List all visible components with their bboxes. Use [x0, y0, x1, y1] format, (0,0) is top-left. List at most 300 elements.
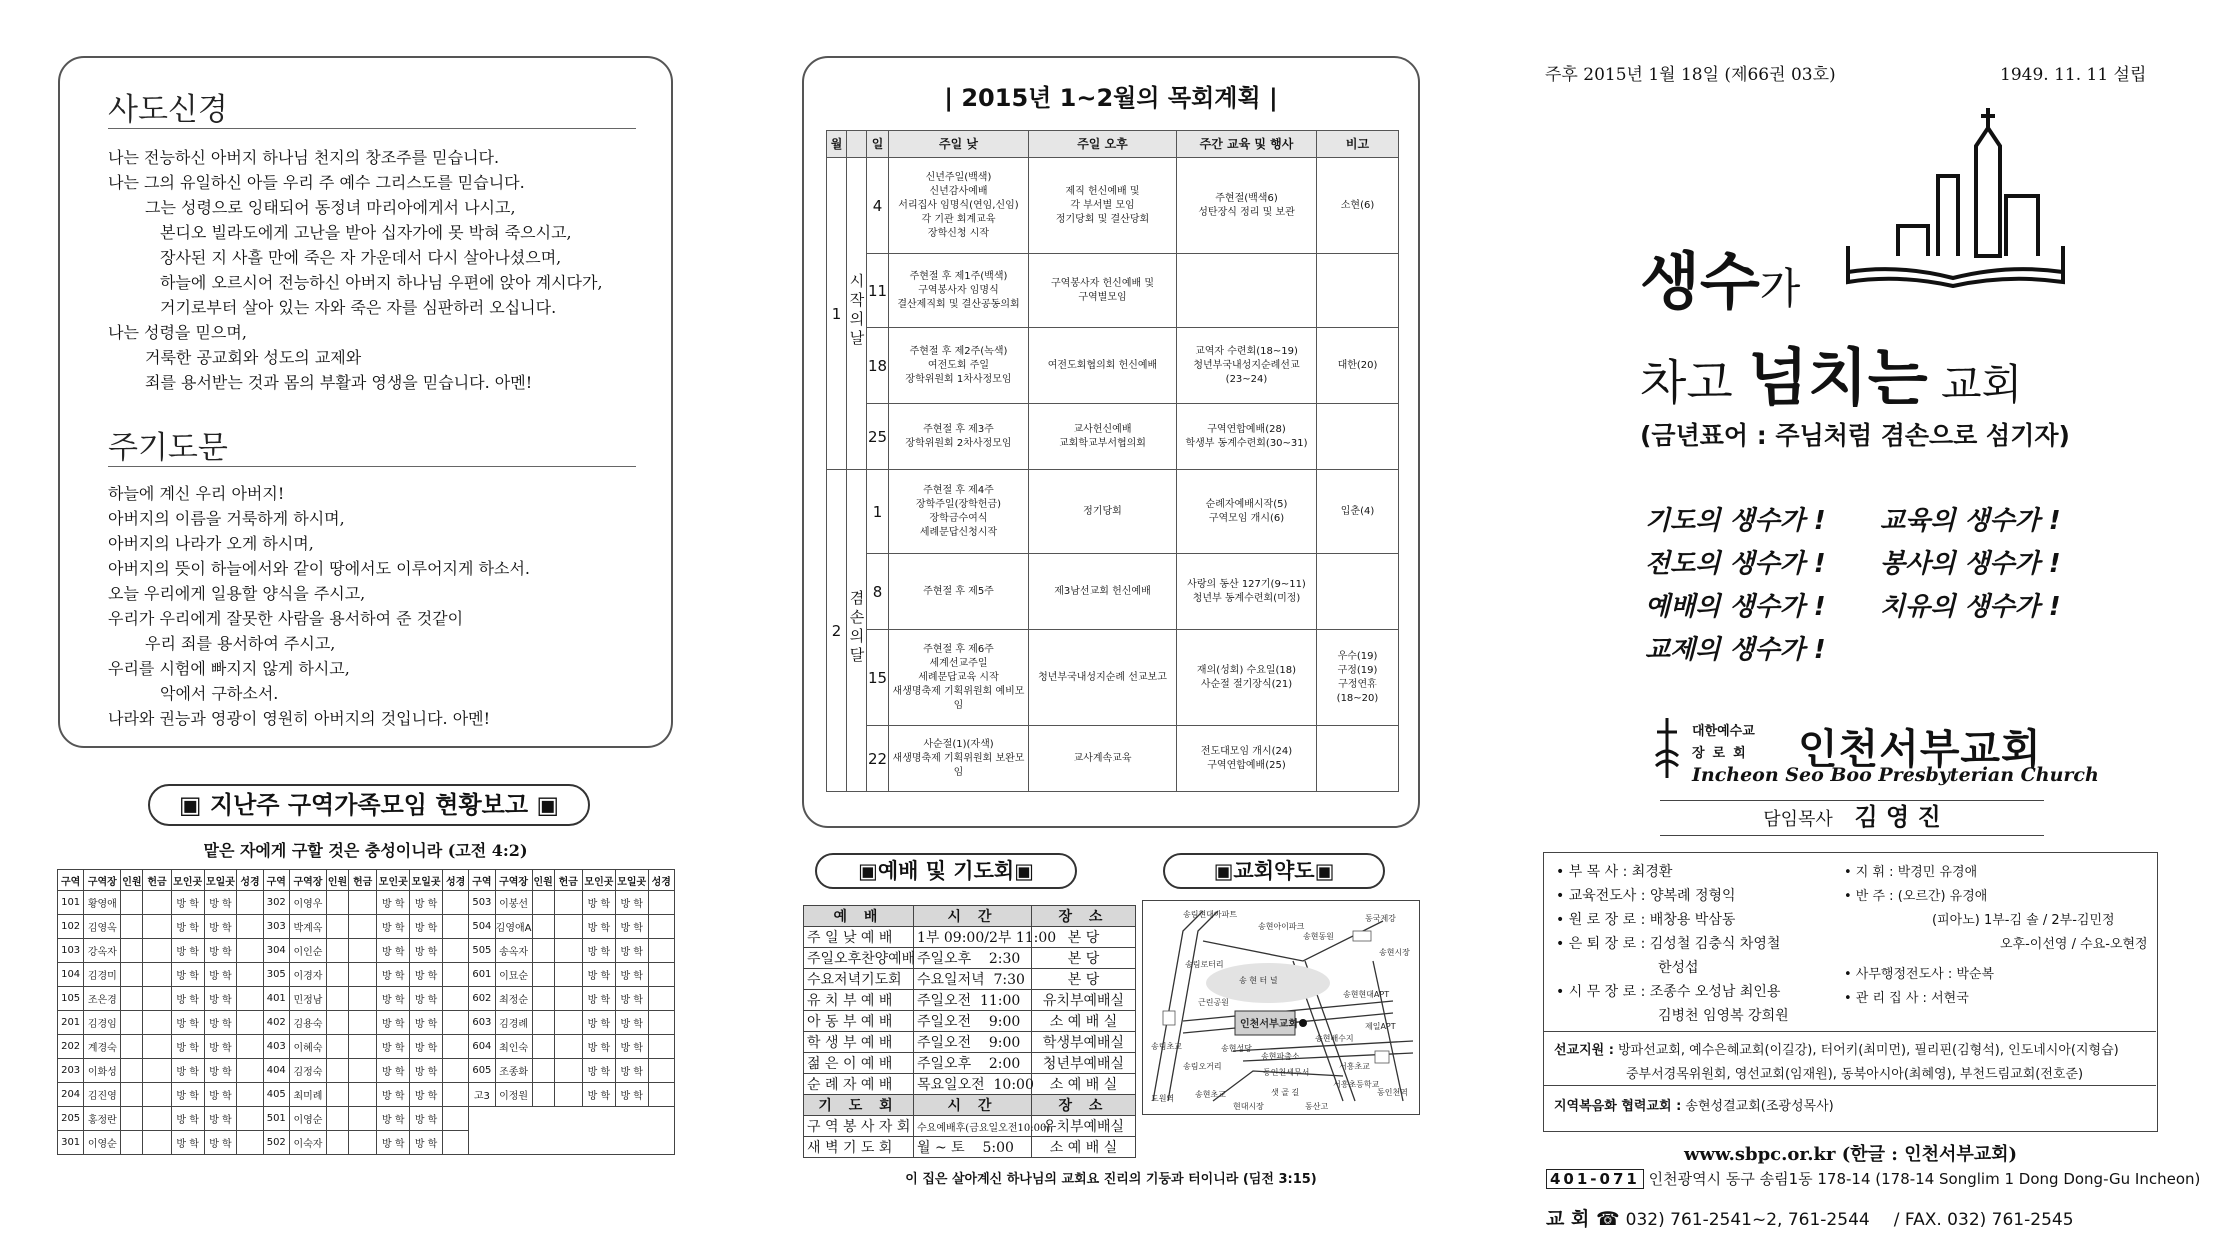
family-report-cell: 강옥자 — [84, 939, 121, 963]
family-report-empty-cell — [469, 1107, 675, 1155]
issue-date: 주후 2015년 1월 18일 (제66권 03호) — [1545, 65, 1836, 85]
family-report-cell — [532, 1011, 554, 1035]
family-report-cell: 505 — [469, 939, 495, 963]
family-report-cell: 민정남 — [289, 987, 326, 1011]
family-report-cell — [348, 915, 376, 939]
plan-cell-day: 1 — [867, 470, 889, 554]
family-report-cell: 김진영 — [84, 1083, 121, 1107]
family-report-cell: 이인순 — [289, 939, 326, 963]
family-report-cell: 방 학 — [615, 1011, 648, 1035]
family-report-cell — [143, 891, 171, 915]
worship-cell: 소 예 배 실 — [1032, 1137, 1136, 1158]
prayer-line: 하늘에 계신 우리 아버지! — [108, 484, 285, 503]
family-report-cell — [121, 963, 143, 987]
family-report-cell: 방 학 — [410, 1107, 443, 1131]
pastoral-plan-table — [826, 130, 1399, 792]
staff-item: (피아노) 1부-김 솔 / 2부-김민정 — [1932, 913, 2115, 928]
worship-cell: 수요일저녁 7:30 — [914, 969, 1032, 990]
family-report-cell — [554, 891, 582, 915]
plan-cell-afternoon: 여전도회협의회 헌신예배 — [1029, 328, 1177, 404]
worship-cell: 본 당 — [1032, 927, 1136, 948]
family-report-cell: 방 학 — [377, 1107, 410, 1131]
creed-title: 사도신경 — [108, 92, 228, 128]
family-report-cell: 방 학 — [615, 987, 648, 1011]
family-report-cell: 황영애 — [84, 891, 121, 915]
family-report-cell: 방 학 — [171, 1011, 204, 1035]
family-report-cell — [443, 1131, 469, 1155]
plan-cell-morning: 주현절 후 제5주 — [889, 554, 1029, 630]
family-report-cell — [554, 915, 582, 939]
family-report-cell — [532, 1035, 554, 1059]
worship-cell: 본 당 — [1032, 969, 1136, 990]
plan-cell-note: 우수(19) 구정(19) 구정연휴 (18~20) — [1317, 630, 1399, 726]
plan-cell-weekly: 구역연합예배(28) 학생부 동계수련회(30~31) — [1177, 404, 1317, 470]
family-report-cell — [327, 1059, 349, 1083]
family-report-cell — [554, 939, 582, 963]
family-report-cell — [443, 1059, 469, 1083]
family-report-header-cell: 구역장 — [84, 870, 121, 891]
year-motto: (금년표어 : 주님처럼 겸손으로 섬기자) — [1640, 421, 2070, 450]
prayer-line: 악에서 구하소서. — [160, 684, 279, 703]
plan-cell-weekly: 주현절(백색6) 성탄장식 정리 및 보관 — [1177, 158, 1317, 254]
family-report-cell: 이혜숙 — [289, 1035, 326, 1059]
worship-cell: 유치부예배실 — [1032, 990, 1136, 1011]
worship-header-cell: 기 도 회 — [804, 1095, 914, 1116]
map-label: 서흥초교 — [1339, 1062, 1370, 1071]
plan-row — [827, 726, 1399, 792]
family-report-cell — [121, 987, 143, 1011]
worship-header-row — [804, 1095, 1136, 1116]
map-label: 현대시장 — [1233, 1102, 1264, 1111]
family-report-header-cell: 인원 — [121, 870, 143, 891]
family-report-cell: 방 학 — [410, 987, 443, 1011]
family-report-cell: 104 — [58, 963, 84, 987]
staff-panel — [1543, 852, 2158, 1132]
plan-header-day: 일 — [867, 131, 889, 158]
church-name-ko: 인천서부교회 — [1798, 725, 2042, 773]
family-report-cell — [143, 1083, 171, 1107]
family-report-cell: 방 학 — [204, 939, 237, 963]
family-report-cell: 504 — [469, 915, 495, 939]
map-label: 동국제강 — [1365, 914, 1396, 923]
creed-line: 본디오 빌라도에게 고난을 받아 십자가에 못 박혀 죽으시고, — [160, 223, 572, 242]
family-report-header-cell: 성경 — [443, 870, 469, 891]
family-report-cell — [143, 1131, 171, 1155]
worship-header-cell: 장 소 — [1032, 1095, 1136, 1116]
worship-row — [804, 1137, 1136, 1158]
church-logo-icon — [1654, 716, 1680, 780]
family-report-cell — [327, 987, 349, 1011]
worship-cell: 학생부예배실 — [1032, 1032, 1136, 1053]
family-report-cell: 105 — [58, 987, 84, 1011]
family-report-cell: 이화성 — [84, 1059, 121, 1083]
family-report-cell: 방 학 — [410, 963, 443, 987]
creed-line: 거룩한 공교회와 성도의 교제와 — [145, 348, 362, 367]
plan-month: 1 — [827, 158, 847, 470]
family-report-cell: 방 학 — [171, 1131, 204, 1155]
worship-cell: 주일오전 9:00 — [914, 1011, 1032, 1032]
worship-cell: 목요일오전 10:00 — [914, 1074, 1032, 1095]
family-report-cell: 방 학 — [410, 1035, 443, 1059]
worship-header-row — [804, 906, 1136, 927]
worship-cell: 수요예배후(금요일오전10:00) — [914, 1116, 1032, 1137]
family-report-cell: 방 학 — [615, 891, 648, 915]
family-report-cell: 최정순 — [495, 987, 532, 1011]
family-report-header-cell: 헌금 — [143, 870, 171, 891]
family-report-cell: 방 학 — [410, 939, 443, 963]
staff-item: 오후-이선영 / 수요-오현정 — [2000, 937, 2148, 952]
family-report-cell: 방 학 — [171, 963, 204, 987]
plan-header-morning: 주일 낮 — [889, 131, 1029, 158]
family-report-cell — [237, 963, 263, 987]
family-report-cell: 이경자 — [289, 963, 326, 987]
worship-cell: 주일오전 9:00 — [914, 1032, 1032, 1053]
cheer-healing: 치유의 생수가 ! — [1880, 592, 2061, 622]
plan-cell-weekly: 교역자 수련회(18~19) 청년부국내성지순례선교 (23~24) — [1177, 328, 1317, 404]
family-report-cell: 604 — [469, 1035, 495, 1059]
plan-cell-afternoon: 청년부국내성지순례 선교보고 — [1029, 630, 1177, 726]
worship-header-cell: 장 소 — [1032, 906, 1136, 927]
family-report-cell: 502 — [263, 1131, 289, 1155]
family-report-cell: 방 학 — [204, 987, 237, 1011]
family-report-cell: 602 — [469, 987, 495, 1011]
family-report-cell: 101 — [58, 891, 84, 915]
family-report-cell — [327, 1107, 349, 1131]
family-report-cell: 방 학 — [410, 915, 443, 939]
plan-cell-day: 22 — [867, 726, 889, 792]
family-report-cell — [443, 1011, 469, 1035]
family-report-cell — [143, 1107, 171, 1131]
plan-month-theme: 시작의날 — [847, 273, 866, 349]
cheer-service: 봉사의 생수가 ! — [1880, 549, 2061, 579]
family-report-cell: 304 — [263, 939, 289, 963]
family-report-cell: 송옥자 — [495, 939, 532, 963]
family-report-cell: 고3 — [469, 1083, 495, 1107]
family-report-cell — [327, 963, 349, 987]
family-report-cell: 103 — [58, 939, 84, 963]
family-report-cell: 방 학 — [377, 1011, 410, 1035]
family-report-cell: 방 학 — [583, 987, 616, 1011]
map-label: 송림로터리 — [1185, 960, 1224, 969]
family-report-header-cell: 성경 — [237, 870, 263, 891]
family-report-cell: 방 학 — [171, 939, 204, 963]
worship-row — [804, 1032, 1136, 1053]
family-report-cell: 방 학 — [615, 1059, 648, 1083]
family-report-cell — [143, 1011, 171, 1035]
plan-header-note: 비고 — [1317, 131, 1399, 158]
map-label: 송현배수지 — [1315, 1034, 1354, 1043]
family-report-header-cell: 헌금 — [348, 870, 376, 891]
plan-header-weekly: 주간 교육 및 행사 — [1177, 131, 1317, 158]
map-label: 송현시장 — [1379, 948, 1410, 957]
staff-item: • 부 목 사 : 최경환 — [1556, 864, 1673, 880]
worship-row — [804, 1074, 1136, 1095]
family-report-cell — [554, 963, 582, 987]
family-report-cell — [648, 1011, 674, 1035]
family-report-cell: 방 학 — [377, 939, 410, 963]
family-report-cell — [121, 1035, 143, 1059]
family-report-row — [58, 915, 675, 939]
map-title: ▣교회약도▣ — [1163, 853, 1385, 889]
worship-cell: 주 일 낮 예 배 — [804, 927, 914, 948]
family-report-header-cell: 구역 — [263, 870, 289, 891]
family-report-cell — [443, 1107, 469, 1131]
map-label: 동인천세무서 — [1263, 1068, 1310, 1077]
creed-line: 장사된 지 사흘 만에 죽은 자 가운데서 다시 살아나셨으며, — [160, 248, 562, 267]
family-report-cell — [237, 1107, 263, 1131]
family-report-cell — [143, 963, 171, 987]
family-report-cell: 방 학 — [410, 1011, 443, 1035]
worship-cell: 주일오후 2:00 — [914, 1053, 1032, 1074]
plan-cell-morning: 주현절 후 제2주(녹색) 여전도회 주일 장학위원회 1차사정모임 — [889, 328, 1029, 404]
family-report-cell: 방 학 — [171, 1107, 204, 1131]
slogan-word-ga: 가 — [1759, 264, 1801, 313]
plan-month: 2 — [827, 470, 847, 792]
plan-cell-weekly: 사랑의 동산 127기(9~11) 청년부 동계수련회(미정) — [1177, 554, 1317, 630]
family-report-cell — [348, 963, 376, 987]
family-report-cell: 홍정란 — [84, 1107, 121, 1131]
plan-cell-day: 25 — [867, 404, 889, 470]
creed-line: 나는 그의 유일하신 아들 우리 주 예수 그리스도를 믿습니다. — [108, 173, 525, 192]
family-report-row — [58, 1035, 675, 1059]
family-report-cell — [554, 1083, 582, 1107]
plan-header-month: 월 — [827, 131, 847, 158]
worship-cell: 월 ~ 토 5:00 — [914, 1137, 1032, 1158]
family-report-cell: 305 — [263, 963, 289, 987]
phone-label: 교 회 ☎ — [1546, 1208, 1620, 1230]
family-report-header-cell: 구역 — [469, 870, 495, 891]
plan-row — [827, 554, 1399, 630]
staff-item: • 관 리 집 사 : 서현국 — [1844, 991, 1969, 1006]
creed-line: 나는 전능하신 아버지 하나님 천지의 창조주를 믿습니다. — [108, 148, 500, 167]
family-report-cell: 방 학 — [410, 1131, 443, 1155]
family-report-cell — [348, 891, 376, 915]
family-report-cell — [327, 891, 349, 915]
founded-date: 1949. 11. 11 설립 — [2000, 65, 2147, 85]
family-report-cell — [648, 915, 674, 939]
family-report-cell: 방 학 — [171, 1035, 204, 1059]
family-report-cell — [532, 987, 554, 1011]
church-name-en: Incheon Seo Boo Presbyterian Church — [1692, 764, 2099, 786]
family-report-cell — [237, 1011, 263, 1035]
family-report-cell: 501 — [263, 1107, 289, 1131]
family-report-header-cell: 모일곳 — [204, 870, 237, 891]
cheer-evangelism: 전도의 생수가 ! — [1645, 549, 1826, 579]
worship-row — [804, 1053, 1136, 1074]
family-report-cell: 방 학 — [583, 963, 616, 987]
family-report-cell: 방 학 — [204, 963, 237, 987]
family-report-cell — [648, 1083, 674, 1107]
plan-row — [827, 254, 1399, 328]
map-label: 샛 골 길 — [1271, 1088, 1300, 1097]
family-report-cell: 방 학 — [204, 1083, 237, 1107]
family-report-cell — [237, 1131, 263, 1155]
family-report-cell — [648, 987, 674, 1011]
prayer-line: 아버지의 나라가 오게 하시며, — [108, 534, 314, 553]
family-report-row — [58, 891, 675, 915]
missions-list-2: 중부서경목위원회, 영선교회(임재원), 동북아시아(최혜영), 부천드림교회(전호준) — [1626, 1067, 2084, 1082]
church-map — [1142, 900, 1420, 1115]
family-report-header-cell: 성경 — [648, 870, 674, 891]
staff-divider — [1544, 1031, 2156, 1032]
plan-cell-day: 15 — [867, 630, 889, 726]
plan-cell-day: 18 — [867, 328, 889, 404]
family-report-header-cell: 모일곳 — [615, 870, 648, 891]
family-report-cell — [443, 1035, 469, 1059]
worship-header-cell: 시 간 — [914, 1095, 1032, 1116]
map-label: 송현아이파크 — [1258, 922, 1305, 931]
denomination-line2: 장로회 — [1692, 746, 1754, 761]
family-report-cell — [237, 1035, 263, 1059]
family-report-cell — [532, 891, 554, 915]
plan-cell-morning: 주현절 후 제4주 장학주일(장학헌금) 장학금수여식 세례문답신청시작 — [889, 470, 1029, 554]
family-report-cell — [121, 1107, 143, 1131]
fax-number: / FAX. 032) 761-2545 — [1893, 1210, 2074, 1230]
family-report-cell: 이정원 — [495, 1083, 532, 1107]
family-report-header-cell: 구역장 — [289, 870, 326, 891]
map-label: 송현동원 — [1303, 932, 1334, 941]
senior-pastor — [1660, 800, 2044, 836]
contact-phone — [1546, 1204, 2074, 1231]
worship-cell: 1부 09:00/2부 11:00 — [914, 927, 1032, 948]
zip-code: 401-071 — [1546, 1169, 1644, 1189]
creed-rule — [108, 128, 636, 129]
worship-row — [804, 927, 1136, 948]
family-report-cell: 방 학 — [410, 1083, 443, 1107]
family-report-cell: 603 — [469, 1011, 495, 1035]
family-report-cell: 김경미 — [84, 963, 121, 987]
family-report-cell: 503 — [469, 891, 495, 915]
family-report-cell: 203 — [58, 1059, 84, 1083]
map-label: 송림현대아파트 — [1183, 910, 1238, 919]
church-bible-icon — [1838, 106, 2073, 286]
plan-cell-morning: 신년주일(백색) 신년감사예배 서리집사 임명식(연임,신임) 각 기관 회계교육 장학신청 시작 — [889, 158, 1029, 254]
plan-cell-afternoon: 교사헌신예배 교회학교부서협의회 — [1029, 404, 1177, 470]
family-report-row — [58, 939, 675, 963]
family-report-cell: 방 학 — [204, 1035, 237, 1059]
family-report-title: ▣ 지난주 구역가족모임 현황보고 ▣ — [148, 784, 590, 826]
website[interactable]: www.sbpc.or.kr (한글 : 인천서부교회) — [1683, 1144, 2018, 1165]
missions — [1554, 1039, 2119, 1058]
worship-row — [804, 1011, 1136, 1032]
plan-theme-cell — [847, 158, 867, 470]
family-report-cell: 김영애A — [495, 915, 532, 939]
family-report-cell — [143, 915, 171, 939]
missions-list-1: 방파선교회, 예수은혜교회(이길강), 터어키(최미먼), 필리핀(김형석), 인도네시아(지형습) — [1618, 1043, 2119, 1058]
slogan-word-neomchineun: 넘치는 — [1748, 341, 1928, 414]
cheer-prayer: 기도의 생수가 ! — [1645, 506, 1826, 536]
family-report-header-cell: 인원 — [327, 870, 349, 891]
family-report-cell — [327, 1011, 349, 1035]
family-report-cell — [237, 939, 263, 963]
family-report-cell — [121, 1011, 143, 1035]
family-report-cell: 조은경 — [84, 987, 121, 1011]
plan-cell-note: 소현(6) — [1317, 158, 1399, 254]
map-label-church: 인천서부교회 — [1240, 1019, 1298, 1030]
map-label: 서흥초등학교 — [1333, 1080, 1380, 1089]
worship-cell: 구 역 봉 사 자 회 — [804, 1116, 914, 1137]
family-report-cell — [532, 1059, 554, 1083]
family-report-cell: 405 — [263, 1083, 289, 1107]
family-report-cell — [443, 891, 469, 915]
family-report-cell: 방 학 — [583, 1035, 616, 1059]
family-report-cell — [348, 939, 376, 963]
family-report-row — [58, 987, 675, 1011]
staff-item: • 원 로 장 로 : 배창용 박삼동 — [1556, 912, 1736, 928]
plan-month-theme: 겸손의달 — [847, 590, 866, 666]
family-report-cell: 계경숙 — [84, 1035, 121, 1059]
family-report-cell — [648, 963, 674, 987]
creed-line: 나는 성령을 믿으며, — [108, 323, 247, 342]
family-report-cell: 이숙자 — [289, 1131, 326, 1155]
family-report-verse: 맡은 자에게 구할 것은 충성이니라 (고전 4:2) — [203, 841, 528, 860]
family-report-row — [58, 1083, 675, 1107]
plan-row — [827, 328, 1399, 404]
worship-cell: 주일오후 2:30 — [914, 948, 1032, 969]
family-report-cell — [121, 891, 143, 915]
worship-cell: 새 벽 기 도 회 — [804, 1137, 914, 1158]
family-report-cell: 방 학 — [171, 1059, 204, 1083]
creed-line: 그는 성령으로 잉태되어 동정녀 마리아에게서 나시고, — [145, 198, 516, 217]
family-report-cell: 방 학 — [615, 939, 648, 963]
family-report-cell — [348, 1059, 376, 1083]
family-report-cell — [532, 915, 554, 939]
cheer-fellowship: 교제의 생수가 ! — [1645, 635, 1826, 665]
prayer-line: 나라와 권능과 영광이 영원히 아버지의 것입니다. 아멘! — [108, 709, 491, 728]
family-report-table — [57, 869, 675, 1155]
family-report-cell — [443, 939, 469, 963]
family-report-cell — [443, 963, 469, 987]
map-label: 송림오거리 — [1183, 1062, 1222, 1071]
family-report-cell — [648, 1059, 674, 1083]
plan-header-afternoon: 주일 오후 — [1029, 131, 1177, 158]
family-report-cell: 방 학 — [377, 1059, 410, 1083]
family-report-cell — [121, 915, 143, 939]
family-report-cell — [327, 939, 349, 963]
family-report-cell: 방 학 — [410, 1059, 443, 1083]
map-label: 도원역 — [1151, 1094, 1175, 1103]
family-report-cell: 방 학 — [377, 915, 410, 939]
prayer-title: 주기도문 — [108, 430, 228, 466]
plan-cell-weekly — [1177, 254, 1317, 328]
family-report-cell — [443, 1083, 469, 1107]
family-report-row — [58, 1059, 675, 1083]
family-report-cell — [327, 1035, 349, 1059]
plan-cell-weekly: 재의(성회) 수요일(18) 사순절 절기장식(21) — [1177, 630, 1317, 726]
partner-label: 지역복음화 협력교회 : — [1554, 1099, 1682, 1114]
family-report-cell — [327, 1083, 349, 1107]
family-report-cell — [237, 987, 263, 1011]
map-label: 송현파출소 — [1261, 1052, 1300, 1061]
plan-theme-cell — [847, 470, 867, 792]
slogan-word-chago: 차고 — [1640, 355, 1748, 411]
family-report-cell — [327, 915, 349, 939]
family-report-cell — [237, 891, 263, 915]
family-report-cell: 방 학 — [615, 915, 648, 939]
map-label: 송현초교 — [1195, 1090, 1226, 1099]
map-label: 근린공원 — [1198, 998, 1229, 1007]
staff-item: • 은 퇴 장 로 : 김성철 김충식 차영철 — [1556, 936, 1781, 952]
phone-number: 032) 761-2541~2, 761-2544 — [1625, 1210, 1870, 1230]
staff-item: • 시 무 장 로 : 조종수 오성남 최인용 — [1556, 984, 1781, 1000]
plan-cell-afternoon: 제직 헌신예배 및 각 부서별 모임 정기당회 및 결산당회 — [1029, 158, 1177, 254]
family-report-cell: 202 — [58, 1035, 84, 1059]
worship-cell: 소 예 배 실 — [1032, 1011, 1136, 1032]
staff-item: • 반 주 : (오르간) 유경애 — [1844, 889, 1988, 904]
family-report-cell: 403 — [263, 1035, 289, 1059]
address — [1546, 1168, 2200, 1189]
worship-schedule-table — [803, 905, 1136, 1158]
